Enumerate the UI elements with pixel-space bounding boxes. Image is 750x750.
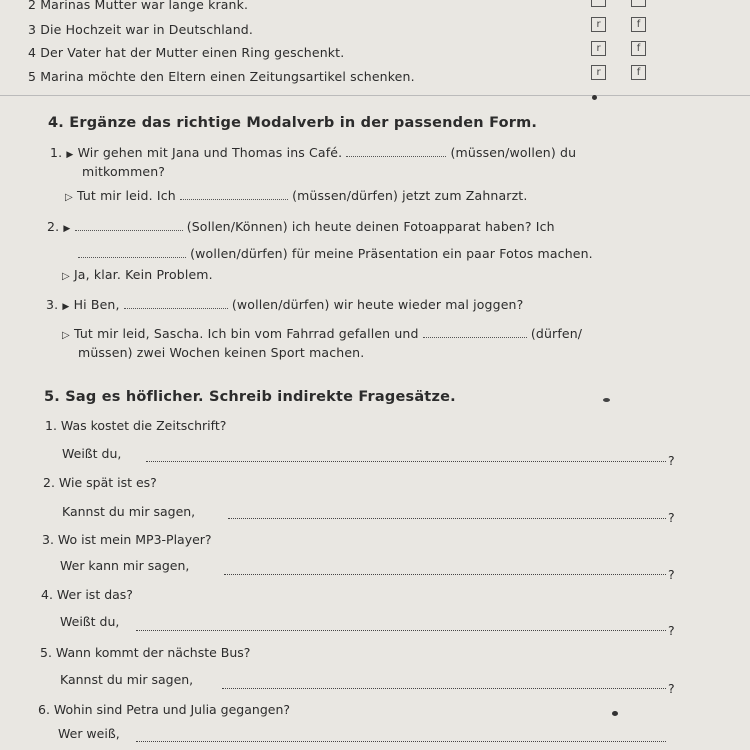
answer-prompt-3: Wer kann mir sagen, <box>60 558 190 573</box>
statement-2: 2 Marinas Mutter war lange krank. <box>28 0 249 12</box>
question-4: 4. Wer ist das? <box>41 587 133 602</box>
question-mark: ? <box>668 567 675 582</box>
ex4-item2-line2: (wollen/dürfen) für meine Präsentation ein paar Fotos machen. <box>78 246 593 261</box>
ex4-item2-line1: 2. ▶ (Sollen/Können) ich heute deinen Fotoapparat haben? Ich <box>47 219 555 234</box>
ex4-item1-line3: ▷ Tut mir leid. Ich (müssen/dürfen) jetzt zum Zahnarzt. <box>65 188 528 203</box>
checkbox-f[interactable]: f <box>631 17 646 32</box>
blank[interactable] <box>78 247 186 258</box>
question-mark: ? <box>668 681 675 696</box>
ink-dot <box>603 398 610 402</box>
ex4-item3-line3: müssen) zwei Wochen keinen Sport machen. <box>78 345 365 360</box>
checkbox-f[interactable] <box>631 0 646 7</box>
answer-line-3[interactable] <box>224 573 666 575</box>
question-1: 1. Was kostet die Zeitschrift? <box>45 418 227 433</box>
answer-line-1[interactable] <box>146 460 666 462</box>
answer-prompt-2: Kannst du mir sagen, <box>62 504 196 519</box>
open-arrow-icon: ▷ <box>62 271 70 282</box>
arrow-icon: ▶ <box>63 224 71 234</box>
statement-5: 5 Marina möchte den Eltern einen Zeitungsartikel schenken. <box>28 69 415 84</box>
answer-prompt-6: Wer weiß, <box>58 726 120 741</box>
ex4-item1-line1: 1. ▶ Wir gehen mit Jana und Thomas ins Café. (müssen/wollen) du <box>50 145 577 160</box>
statement-4: 4 Der Vater hat der Mutter einen Ring geschenkt. <box>28 45 345 60</box>
ex4-item3-line1: 3. ▶ Hi Ben, (wollen/dürfen) wir heute wieder mal joggen? <box>46 297 524 312</box>
checkbox-r[interactable]: r <box>591 17 606 32</box>
arrow-icon: ▶ <box>66 150 74 160</box>
question-mark: ? <box>668 510 675 525</box>
ex4-item1-line2: mitkommen? <box>82 164 166 179</box>
open-arrow-icon: ▷ <box>62 330 70 341</box>
open-arrow-icon: ▷ <box>65 192 73 203</box>
checkbox-f[interactable]: f <box>631 41 646 56</box>
blank[interactable] <box>124 298 228 309</box>
question-3: 3. Wo ist mein MP3-Player? <box>42 532 212 547</box>
question-6: 6. Wohin sind Petra und Julia gegangen? <box>38 702 291 717</box>
question-5: 5. Wann kommt der nächste Bus? <box>40 645 251 660</box>
answer-line-5[interactable] <box>222 687 666 689</box>
checkbox-r[interactable]: r <box>591 65 606 80</box>
answer-prompt-5: Kannst du mir sagen, <box>60 672 194 687</box>
blank[interactable] <box>180 189 288 200</box>
arrow-icon: ▶ <box>62 302 70 312</box>
checkbox-f[interactable]: f <box>631 65 646 80</box>
ink-dot <box>612 711 618 716</box>
question-mark: ? <box>668 453 675 468</box>
ink-dot <box>592 95 597 100</box>
statement-3: 3 Die Hochzeit war in Deutschland. <box>28 22 254 37</box>
answer-line-2[interactable] <box>228 517 666 519</box>
exercise-4-title: 4. Ergänze das richtige Modalverb in der passenden Form. <box>48 115 538 131</box>
blank[interactable] <box>346 146 446 157</box>
blank[interactable] <box>75 220 183 231</box>
ex4-item2-line3: ▷ Ja, klar. Kein Problem. <box>62 267 213 282</box>
question-mark: ? <box>668 623 675 638</box>
checkbox-r[interactable]: r <box>591 41 606 56</box>
blank[interactable] <box>423 327 527 338</box>
checkbox-r[interactable] <box>591 0 606 7</box>
ex4-item3-line2: ▷ Tut mir leid, Sascha. Ich bin vom Fahrrad gefallen und (dürfen/ <box>62 326 583 341</box>
section-divider <box>0 95 750 96</box>
answer-line-6[interactable] <box>136 740 666 742</box>
answer-prompt-1: Weißt du, <box>62 446 122 461</box>
answer-prompt-4: Weißt du, <box>60 614 120 629</box>
answer-line-4[interactable] <box>136 629 666 631</box>
question-2: 2. Wie spät ist es? <box>43 475 157 490</box>
exercise-5-title: 5. Sag es höflicher. Schreib indirekte Fragesätze. <box>44 389 456 405</box>
